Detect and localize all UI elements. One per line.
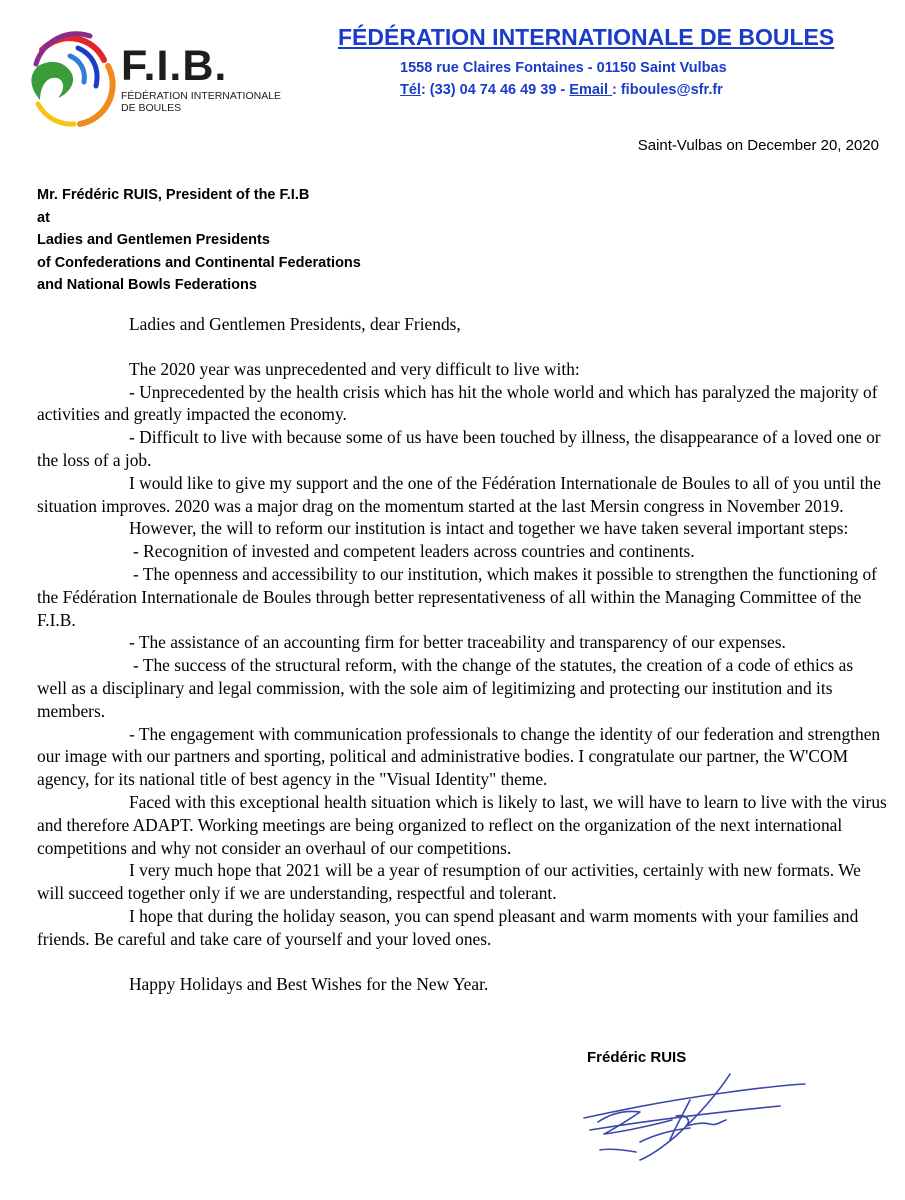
greeting: Ladies and Gentlemen Presidents, dear Friends,: [129, 314, 461, 334]
paragraph: - The openness and accessibility to our institution, which makes it possible to strengthen the functioning of the Fédération Internationale de Boules through better representativeness of all within the Managing Committee of the F.I.B.: [37, 563, 877, 630]
tel-label: Tél: [400, 82, 421, 98]
closing: Happy Holidays and Best Wishes for the New Year.: [129, 973, 489, 994]
federation-address: 1558 rue Claires Fontaines - 01150 Saint Vulbas: [400, 60, 727, 76]
paragraph: Faced with this exceptional health situation which is likely to last, we will have to learn to live with the virus and therefore ADAPT. Working meetings are being organized to reflect on the organization of the next international competitions and why not consider an overhaul of our competitions.: [37, 791, 887, 858]
paragraph: - Recognition of invested and competent leaders across countries and continents.: [133, 541, 695, 562]
paragraph: However, the will to reform our institution is intact and together we have taken several important steps:: [129, 518, 849, 539]
recipient-line: at: [37, 209, 50, 226]
email-value: : fiboules@sfr.fr: [612, 82, 723, 98]
paragraph: - Unprecedented by the health crisis which has hit the whole world and which has paralyzed the majority of activities and greatly impacted the economy.: [37, 381, 878, 425]
logo-wordmark: [121, 44, 291, 114]
paragraph: - Difficult to live with because some of us have been touched by illness, the disappearance of a loved one or the loss of a job.: [37, 427, 881, 470]
signer-name: Frédéric RUIS: [587, 1049, 687, 1066]
paragraph: I very much hope that 2021 will be a year of resumption of our activities, certainly with new formats. We will succeed together only if we are understanding, respectful and tolerant.: [37, 860, 861, 904]
recipient-line: Ladies and Gentlemen Presidents: [37, 232, 270, 249]
federation-contact: [400, 82, 723, 98]
paragraph: - The assistance of an accounting firm for better traceability and transparency of our expenses.: [129, 632, 786, 653]
recipient-line: and National Bowls Federations: [37, 277, 257, 294]
email-label: Email: [569, 82, 612, 98]
logo-abbreviation: F.I.B.: [121, 42, 228, 90]
logo-subtitle: FÉDÉRATION INTERNATIONALE DE BOULES: [121, 90, 282, 114]
recipient-line: of Confederations and Continental Federations: [37, 254, 361, 271]
tel-value: : (33) 04 74 46 49 39 -: [420, 82, 570, 98]
federation-title: FÉDÉRATION INTERNATIONALE DE BOULES: [338, 24, 835, 50]
dateline: Saint-Vulbas on December 20, 2020: [637, 137, 879, 154]
recipient-line: Mr. Frédéric RUIS, President of the F.I.B: [37, 187, 310, 203]
paragraph: - The engagement with communication professionals to change the identity of our federation and strengthen our image with our partners and sporting, political and administrative bodies. I congratulate our partner, the W'COM agency, for its national title of best agency in the "Visual Identity" theme.: [37, 723, 881, 790]
recipients-block: [37, 184, 361, 297]
paragraph: I hope that during the holiday season, you can spend pleasant and warm moments with your families and friends. Be careful and take care of yourself and your loved ones.: [37, 905, 859, 949]
paragraph: - The success of the structural reform, with the change of the statutes, the creation of a code of ethics as well as a disciplinary and legal commission, with the sole aim of legitimizing and protecting our institution and its members.: [37, 655, 854, 721]
paragraph: I would like to give my support and the one of the Fédération Internationale de Boules to all of you until the situation improves. 2020 was a major drag on the momentum started at the last Mersin congress in November 2019.: [37, 472, 881, 516]
paragraph: The 2020 year was unprecedented and very difficult to live with:: [129, 358, 580, 379]
handwritten-signature: [580, 1070, 810, 1165]
letter-body: [37, 313, 887, 995]
fib-logo-icon: [22, 20, 122, 130]
